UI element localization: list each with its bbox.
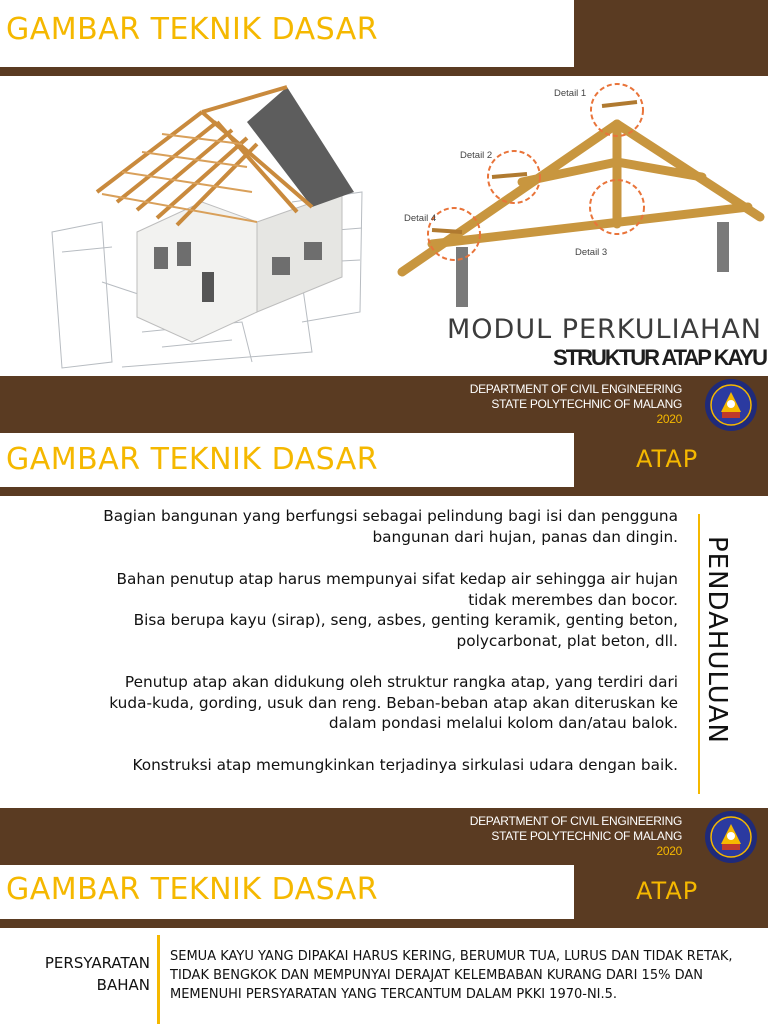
side-label-group [698,500,742,796]
side-accent-line [698,514,700,794]
paragraph: Konstruksi atap memungkinkan terjadinya sirkulasi udara dengan baik. [132,756,678,774]
slide-title: GAMBAR TEKNIK DASAR [6,872,379,907]
requirement-label [45,952,150,996]
requirement-accent-line [157,935,160,1024]
title-underline [0,919,576,928]
polytechnic-logo [704,810,758,864]
header-block [574,0,768,76]
slide-title: GAMBAR TEKNIK DASAR [6,12,379,47]
paragraph: Penutup atap akan didukung oleh struktur rangka atap, yang terdiri dari kuda-kuda, gording, usuk dan reng. Beban-beban atap akan diteruskan ke dalam pondasi melalui kolom dan/atau balok. [109,673,678,732]
modul-heading: MODUL PERKULIAHAN [446,314,762,345]
section-label: ATAP [636,877,699,905]
department-text [470,382,682,427]
section-label: ATAP [636,445,699,473]
department-line: DEPARTMENT OF CIVIL ENGINEERING [469,814,682,828]
section-block [574,865,768,928]
paragraph: Bagian bangunan yang berfungsi sebagai pelindung bagi isi dan pengguna bangunan dari hujan, panas dan dingin. [103,507,678,546]
roof-truss-detail-image [392,82,768,312]
department-line: DEPARTMENT OF CIVIL ENGINEERING [469,382,682,396]
paragraph: Bisa berupa kayu (sirap), seng, asbes, genting keramik, genting beton, polycarbonat, plat beton, dll. [133,611,678,650]
footer-band [0,376,768,433]
requirement-label-line: BAHAN [96,976,150,994]
year: 2020 [656,844,682,858]
title-underline [0,487,576,496]
footer-band [0,808,768,865]
section-block [574,433,768,496]
truss-label: Detail 2 [460,150,493,161]
truss-label: Detail 4 [404,213,437,224]
paragraph: Bahan penutup atap harus mempunyai sifat kedap air sehingga air hujan tidak merembes dan bocor. [116,570,678,609]
title-underline [0,67,576,76]
requirement-text: SEMUA KAYU YANG DIPAKAI HARUS KERING, BERUMUR TUA, LURUS DAN TIDAK RETAK, TIDAK BENGKOK DAN MEMPUNYAI DERAJAT KELEMBABAN KURANG DARI 15% DAN MEMENUHI PERSYARATAN YANG TERCANTUM DALAM PKKI 1970-NI.5. [170,949,733,1002]
requirement-label-line: PERSYARATAN [44,954,150,972]
year: 2020 [656,412,682,426]
subtitle: STRUKTUR ATAP KAYU [553,345,766,370]
slide-title: GAMBAR TEKNIK DASAR [6,442,379,477]
house-roof-construction-image [42,82,368,374]
polytechnic-logo [704,378,758,432]
department-text [470,814,682,859]
truss-label: Detail 1 [554,88,587,99]
side-label: PENDAHULUAN [702,536,732,744]
truss-label: Detail 3 [575,247,608,258]
institution-line: STATE POLYTECHNIC OF MALANG [491,829,682,843]
institution-line: STATE POLYTECHNIC OF MALANG [491,397,682,411]
